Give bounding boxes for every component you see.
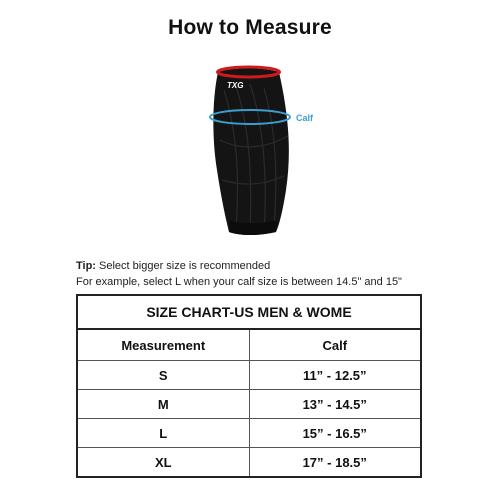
page-title: How to Measure: [168, 16, 332, 39]
tip-label: Tip:: [76, 260, 96, 272]
table-row: [77, 448, 421, 478]
tip-line-1: Select bigger size is recommended: [95, 260, 271, 272]
calf-range-cell: 15” - 16.5”: [249, 419, 421, 448]
size-cell: XL: [77, 448, 249, 478]
size-cell: M: [77, 390, 249, 419]
table-row: [77, 361, 421, 390]
calf-label: Calf: [296, 113, 314, 123]
tip-text: [76, 258, 476, 290]
calf-range-cell: 13” - 14.5”: [249, 390, 421, 419]
table-row: [77, 390, 421, 419]
tip-line-2: For example, select L when your calf size is between 14.5" and 15": [76, 276, 402, 288]
size-chart-table: [76, 294, 422, 478]
size-cell: S: [77, 361, 249, 390]
column-header-calf: Calf: [249, 329, 421, 361]
size-chart-title: SIZE CHART-US MEN & WOME: [77, 295, 421, 329]
brand-logo: TXG: [227, 81, 244, 90]
size-cell: L: [77, 419, 249, 448]
calf-range-cell: 17” - 18.5”: [249, 448, 421, 478]
column-header-measurement: Measurement: [77, 329, 249, 361]
calf-range-cell: 11” - 12.5”: [249, 361, 421, 390]
table-row: [77, 419, 421, 448]
